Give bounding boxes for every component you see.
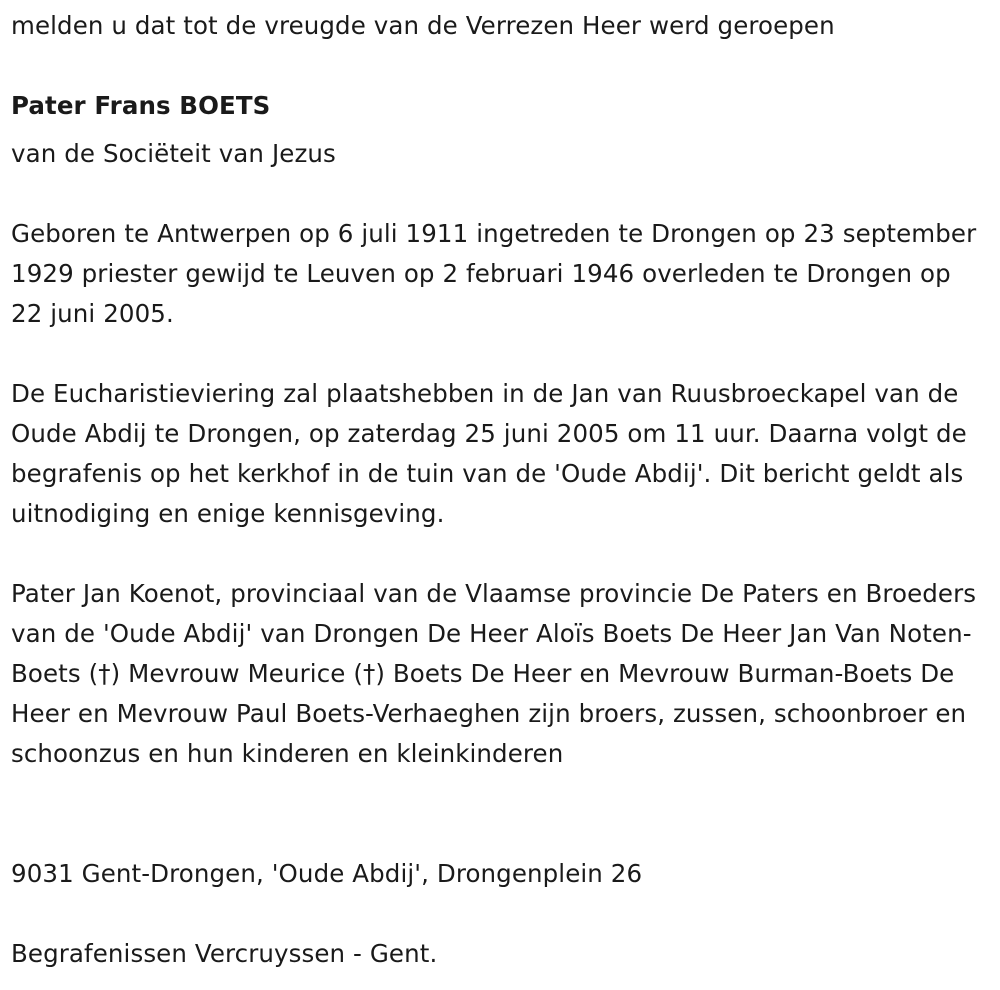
address-line: 9031 Gent-Drongen, 'Oude Abdij', Drongenplein 26 [11,859,643,888]
religious-order: van de Sociëteit van Jezus [11,139,336,168]
intro-line: melden u dat tot de vreugde van de Verrezen Heer werd geroepen [11,11,835,40]
family-paragraph: Pater Jan Koenot, provinciaal van de Vlaamse provincie De Paters en Broeders van de 'Oude Abdij' van Drongen De Heer Aloïs Boets De Heer Jan Van Noten-Boets (†) Mevrouw Meurice (†) Boets De Heer en Mevrouw Burman-Boets De Heer en Mevrouw Paul Boets-Verhaeghen zijn broers, zussen, schoonbroer en schoonzus en hun kinderen en kleinkinderen [11,579,977,768]
biography-paragraph: Geboren te Antwerpen op 6 juli 1911 ingetreden te Drongen op 23 september 1929 priester gewijd te Leuven op 2 februari 1946 overleden te Drongen op 22 juni 2005. [11,219,977,328]
deceased-name: Pater Frans BOETS [11,91,271,120]
undertaker-line: Begrafenissen Vercruyssen - Gent. [11,939,438,968]
funeral-mass-paragraph: De Eucharistieviering zal plaatshebben in de Jan van Ruusbroeckapel van de Oude Abdij te Drongen, op zaterdag 25 juni 2005 om 11 uur. Daarna volgt de begrafenis op het kerkhof in de tuin van de 'Oude Abdij'. Dit bericht geldt als uitnodiging en enige kennisgeving. [11,379,967,528]
